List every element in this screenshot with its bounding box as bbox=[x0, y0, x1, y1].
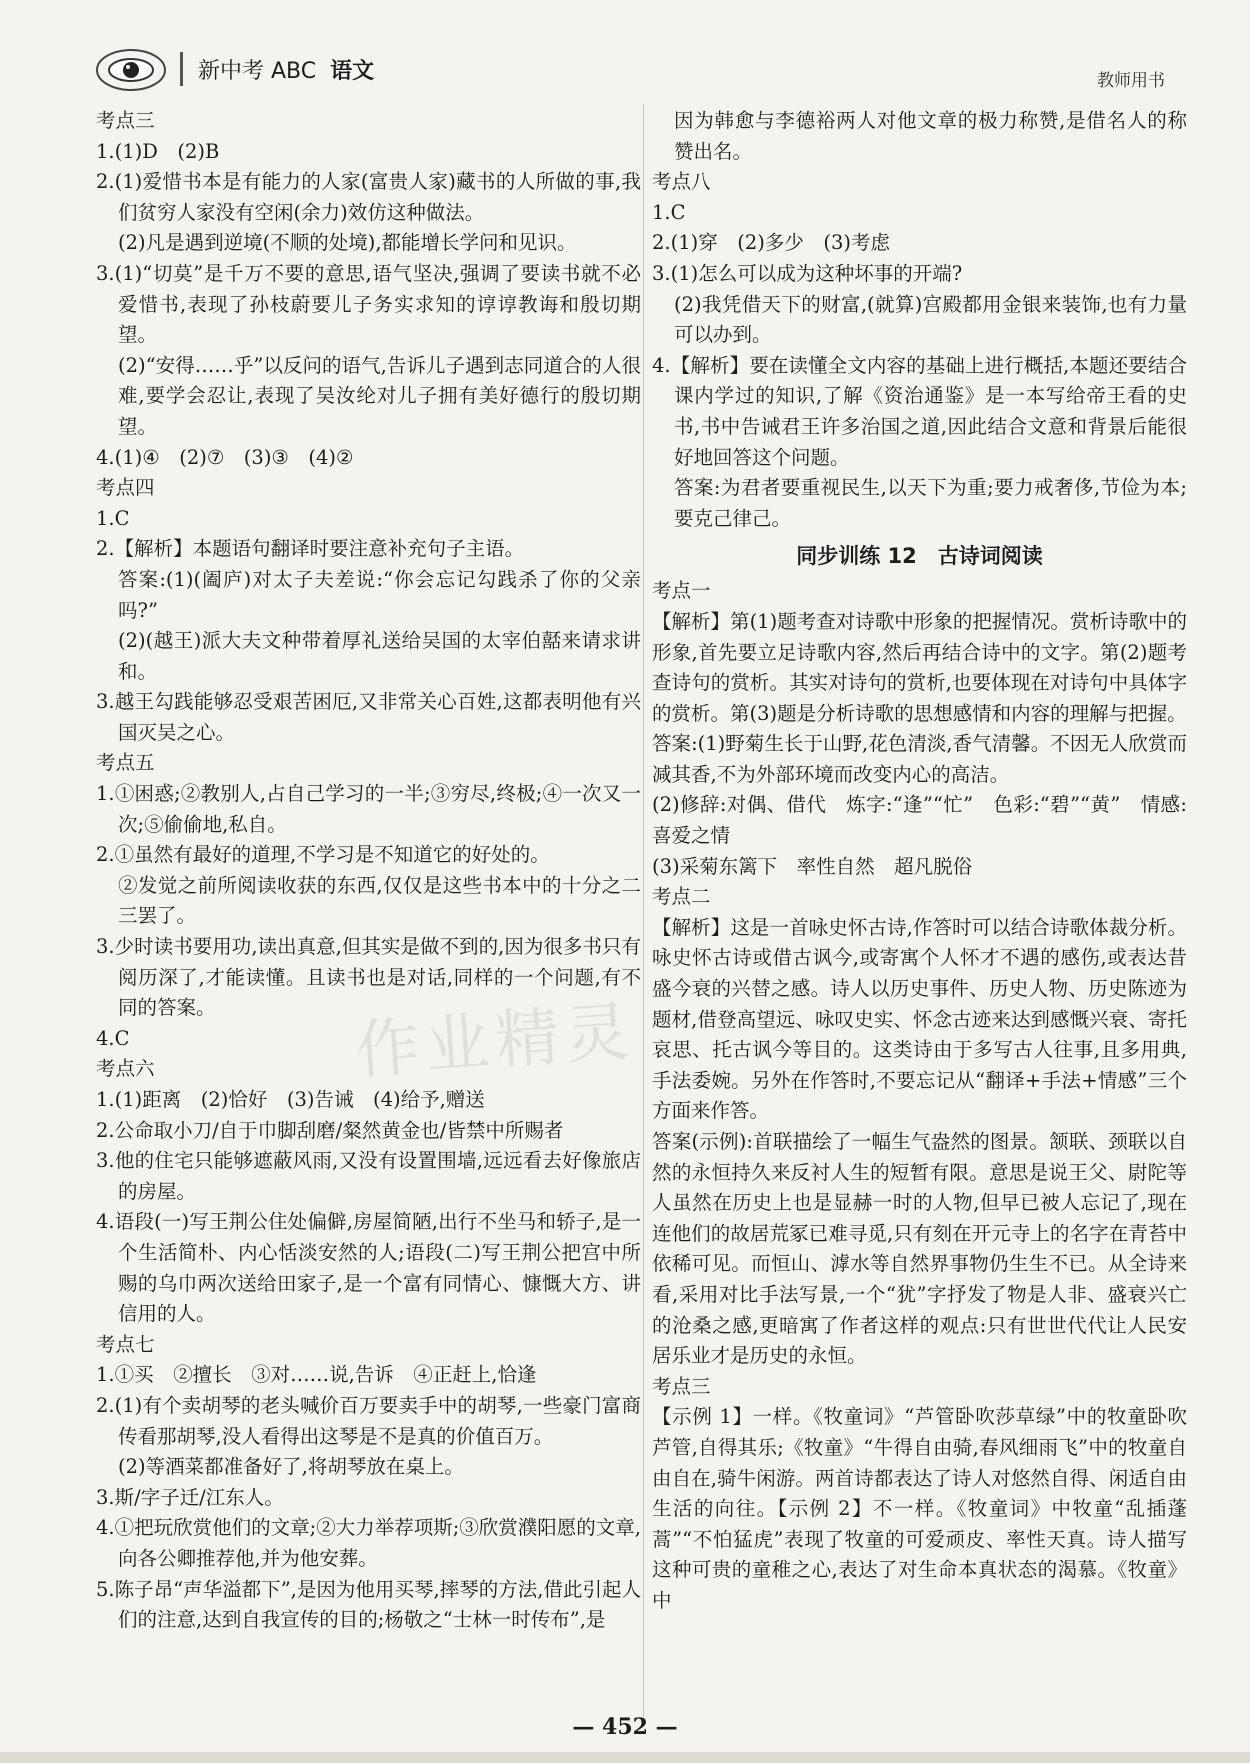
answer-line: 【示例 1】一样。《牧童词》“芦管卧吹莎草绿”中的牧童卧吹芦管,自得其乐;《牧童》“牛得自由骑,春风细雨飞”中的牧童自由自在,骑牛闲游。两首诗都表达了诗人对悠然自得、闲适自由生活的向往。【示例 2】不一样。《牧童词》中牧童“乱插蓬蒿”“不怕猛虎”表现了牧童的可爱顽皮、率性天真。诗人描写这种可贵的童稚之心,表达了对生命本真状态的渴慕。《牧童》中 bbox=[652, 1405, 1187, 1612]
answer-line: 1.①买 ②擅长 ③对……说,告诉 ④正赶上,恰逢 bbox=[96, 1363, 537, 1387]
answer-line: 2.(1)穿 (2)多少 (3)考虑 bbox=[652, 231, 890, 255]
section-heading: 考点五 bbox=[96, 751, 155, 775]
answer-line: (2)“安得……乎”以反问的语气,告诉儿子遇到志同道合的人很难,要学会忍让,表现了吴汝纶对儿子拥有美好德行的殷切期望。 bbox=[118, 353, 641, 438]
answer-line: 1.(1)距离 (2)恰好 (3)告诫 (4)给予,赠送 bbox=[96, 1088, 485, 1111]
answer-line: 【解析】第(1)题考查对诗歌中形象的把握情况。赏析诗歌中的形象,首先要立足诗歌内容,然后再结合诗中的文字。第(2)题考查诗句的赏析。其实对诗句的赏析,也要体现在对诗句中具体字的赏析。第(3)题是分析诗歌的思想感情和内容的理解与把握。 bbox=[652, 609, 1187, 725]
brand-name: 新中考 ABC bbox=[198, 59, 317, 84]
answer-line: (2)修辞:对偶、借代 炼字:“逢”“忙” 色彩:“碧”“黄” 情感:喜爱之情 bbox=[652, 793, 1187, 848]
section-heading: 考点三 bbox=[652, 1374, 711, 1398]
answer-line: 1.(1)D (2)B bbox=[96, 139, 220, 163]
answer-line: 3.斯/字子迁/江东人。 bbox=[96, 1485, 284, 1509]
answer-line: (2)凡是遇到逆境(不顺的处境),都能增长学问和见识。 bbox=[118, 231, 577, 255]
answer-line: 1.①困惑;②教别人,占自己学习的一半;③穷尽,终极;④一次又一次;⑤偷偷地,私自。 bbox=[96, 782, 641, 836]
answer-line: 2.【解析】本题语句翻译时要注意补充句子主语。 bbox=[96, 537, 525, 561]
section-heading: 考点三 bbox=[96, 109, 155, 132]
left-column bbox=[96, 106, 641, 1636]
answer-line: (3)采菊东篱下 率性自然 超凡脱俗 bbox=[652, 854, 973, 878]
answer-line: 4.【解析】要在读懂全文内容的基础上进行概括,本题还要结合课内学过的知识,了解《资治通鉴》是一本写给帝王看的史书,书中告诫君王许多治国之道,因此结合文意和背景后能很好地回答这个问题。 bbox=[652, 353, 1187, 469]
answer-line: 答案:为君者要重视民生,以天下为重;要力戒奢侈,节俭为本;要克己律己。 bbox=[674, 476, 1187, 530]
answer-line: 4.C bbox=[96, 1026, 130, 1050]
section-heading: 考点八 bbox=[652, 170, 711, 194]
chapter-title: 同步训练 12 古诗词阅读 bbox=[796, 544, 1043, 569]
answer-line: ②发觉之前所阅读收获的东西,仅仅是这些书本中的十分之二三罢了。 bbox=[118, 873, 641, 928]
answer-line: 答案:(1)(阖庐)对太子夫差说:“你会忘记勾践杀了你的父亲吗?” bbox=[118, 567, 641, 622]
answer-line: 3.越王勾践能够忍受艰苦困厄,又非常关心百姓,这都表明他有兴国灭吴之心。 bbox=[96, 690, 641, 744]
answer-line: 1.C bbox=[96, 506, 130, 530]
answer-line: (2)我凭借天下的财富,(就算)宫殿都用金银来装饰,也有力量可以办到。 bbox=[674, 292, 1187, 347]
answer-line: 3.(1)怎么可以成为这种坏事的开端? bbox=[652, 261, 963, 285]
answer-line: (2)(越王)派大夫文种带着厚礼送给吴国的太宰伯嚭来请求讲和。 bbox=[118, 629, 641, 683]
eye-logo-icon bbox=[95, 48, 167, 92]
section-heading: 考点七 bbox=[96, 1332, 155, 1356]
watermark: 作业精灵 bbox=[353, 995, 638, 1089]
subject-name: 语文 bbox=[330, 59, 375, 84]
answer-line: 3.他的住宅只能够遮蔽风雨,又没有设置围墙,远远看去好像旅店的房屋。 bbox=[96, 1149, 641, 1203]
answer-line: 2.(1)有个卖胡琴的老头喊价百万要卖手中的胡琴,一些豪门富商传看那胡琴,没人看得出这琴是不是真的价值百万。 bbox=[96, 1393, 641, 1448]
header-divider bbox=[180, 52, 183, 86]
answer-line: 1.C bbox=[652, 200, 686, 224]
answer-line: 4.①把玩欣赏他们的文章;②大力举荐项斯;③欣赏濮阳愿的文章,向各公卿推荐他,并为他安葬。 bbox=[96, 1516, 641, 1570]
scan-edge bbox=[0, 1752, 1250, 1763]
answer-line: 3.少时读书要用功,读出真意,但其实是做不到的,因为很多书只有阅历深了,才能读懂。且读书也是对话,同样的一个问题,有不同的答案。 bbox=[96, 935, 641, 1020]
answer-line: 答案:(1)野菊生长于山野,花色清淡,香气清馨。不因无人欣赏而减其香,不为外部环境而改变内心的高洁。 bbox=[652, 732, 1187, 786]
column-divider bbox=[643, 104, 644, 1724]
right-column bbox=[652, 106, 1187, 1617]
section-heading: 考点六 bbox=[96, 1057, 155, 1081]
answer-line: 2.公命取小刀/自于巾脚刮磨/粲然黄金也/皆禁中所赐者 bbox=[96, 1118, 564, 1142]
section-heading: 考点一 bbox=[652, 579, 711, 603]
teacher-edition-label: 教师用书 bbox=[1097, 71, 1165, 91]
section-heading: 考点二 bbox=[652, 885, 711, 909]
answer-line: 因为韩愈与李德裕两人对他文章的极力称赞,是借名人的称赞出名。 bbox=[674, 109, 1187, 163]
page-number: — 452 — bbox=[572, 1714, 678, 1740]
answer-line: 4.(1)④ (2)⑦ (3)③ (4)② bbox=[96, 445, 354, 469]
page-header bbox=[95, 44, 1175, 94]
section-heading: 考点四 bbox=[96, 476, 155, 500]
answer-line: 3.(1)“切莫”是千万不要的意思,语气坚决,强调了要读书就不必爱惜书,表现了孙枝蔚要儿子务实求知的谆谆教诲和殷切期望。 bbox=[96, 261, 641, 347]
answer-line: 5.陈子昂“声华溢都下”,是因为他用买琴,摔琴的方法,借此引起人们的注意,达到自我宣传的目的;杨敬之“士林一时传布”,是 bbox=[96, 1577, 641, 1632]
answer-line: 答案(示例):首联描绘了一幅生气盎然的图景。颔联、颈联以自然的永恒持久来反衬人生的短暂有限。意思是说王父、尉陀等人虽然在历史上也是显赫一时的人物,但早已被人忘记了,现在连他们的故居荒冢已难寻觅,只有刻在开元寺上的名字在青苔中依稀可见。而恒山、滹水等自然界事物仍生生不已。从全诗来看,采用对比手法写景,一个“犹”字抒发了物是人非、盛衰兴亡的沧桑之感,更暗寓了作者这样的观点:只有世世代代让人民安居乐业才是历史的永恒。 bbox=[652, 1130, 1187, 1368]
answer-line: 2.(1)爱惜书本是有能力的人家(富贵人家)藏书的人所做的事,我们贫穷人家没有空闲(余力)效仿这种做法。 bbox=[96, 170, 641, 224]
answer-line: 4.语段(一)写王荆公住处偏僻,房屋简陋,出行不坐马和轿子,是一个生活简朴、内心恬淡安然的人;语段(二)写王荆公把宫中所赐的乌巾两次送给田家子,是一个富有同情心、慷慨大方、讲信用的人。 bbox=[96, 1210, 641, 1326]
answer-line: 【解析】这是一首咏史怀古诗,作答时可以结合诗歌体裁分析。咏史怀古诗或借古讽今,或寄寓个人怀才不遇的感伤,或表达昔盛今衰的兴替之感。诗人以历史事件、历史人物、历史陈迹为题材,借登高望远、咏叹史实、怀念古迹来达到感慨兴衰、寄托哀思、托古讽今等目的。这类诗由于多写古人往事,且多用典,手法委婉。另外在作答时,不要忘记从“翻译+手法+情感”三个方面来作答。 bbox=[652, 915, 1187, 1123]
answer-line: (2)等酒菜都准备好了,将胡琴放在桌上。 bbox=[118, 1455, 464, 1479]
answer-line: 2.①虽然有最好的道理,不学习是不知道它的好处的。 bbox=[96, 843, 550, 867]
book-title bbox=[198, 54, 374, 85]
